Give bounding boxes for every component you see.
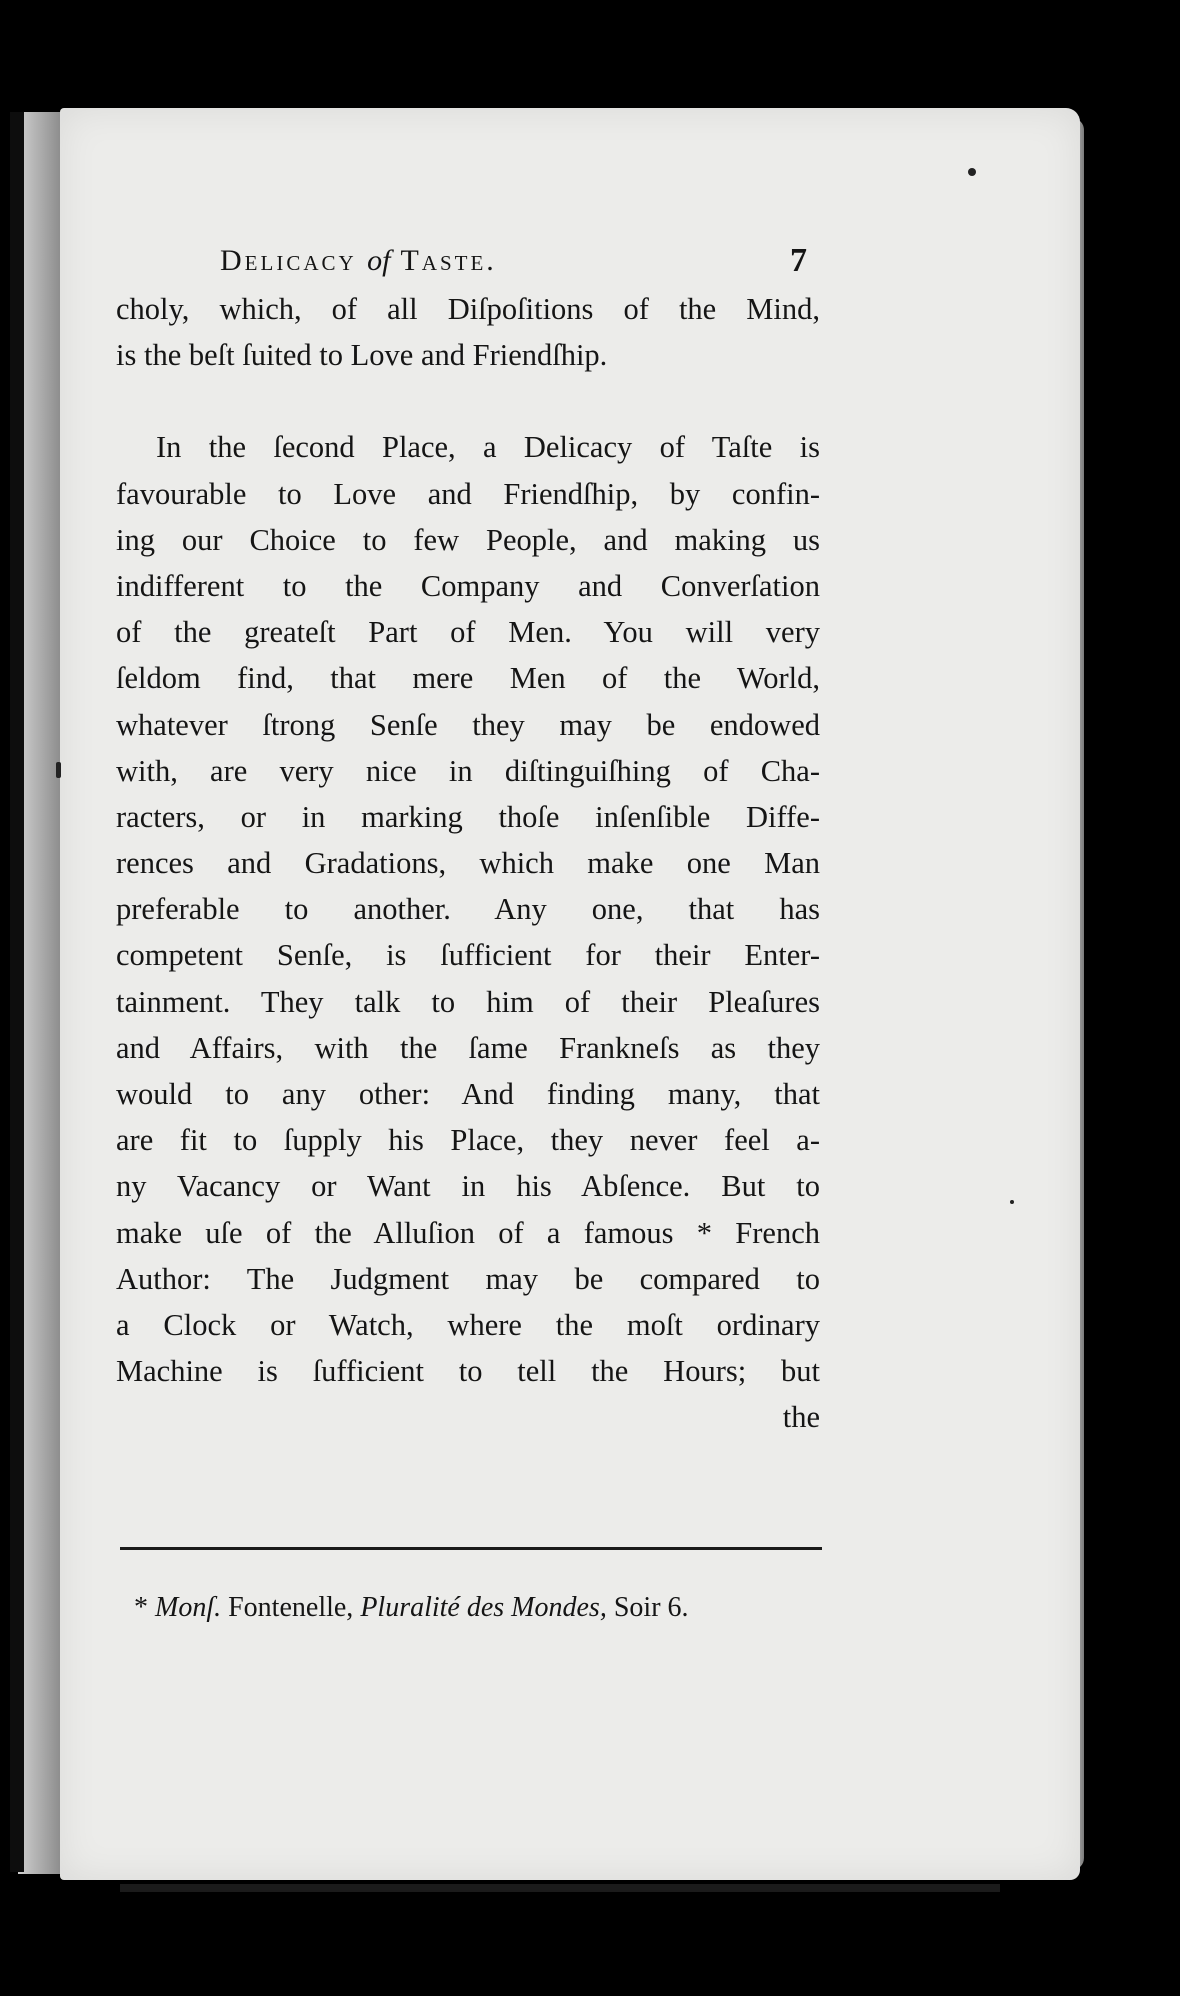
running-head-word: Taste. xyxy=(400,244,497,277)
text-line: Author: The Judgment may be compared to xyxy=(116,1261,820,1296)
text-line: and Affairs, with the ſame Frankneſs as they xyxy=(116,1030,820,1065)
text-line: with, are very nice in diſtinguiſhing of Cha- xyxy=(116,753,820,788)
text-line: rences and Gradations, which make one Man xyxy=(116,846,820,881)
text-line: whatever ſtrong Senſe they may be endowed xyxy=(116,707,820,742)
running-head-title xyxy=(220,244,497,278)
text-line: ſeldom find, that mere Men of the World, xyxy=(116,661,820,696)
scan-bottom-strip xyxy=(120,1884,1000,1892)
text-line: Machine is ſufficient to tell the Hours; but xyxy=(116,1354,820,1389)
text-line: ny Vacancy or Want in his Abſence. But to xyxy=(116,1169,820,1204)
text-line: a Clock or Watch, where the moſt ordinary xyxy=(116,1307,820,1342)
footnote-marker: * xyxy=(134,1592,148,1623)
text-line: preferable to another. Any one, that has xyxy=(116,892,820,927)
ink-speck xyxy=(56,762,61,778)
running-head xyxy=(116,240,820,286)
text-line: racters, or in marking thoſe inſenſible Diffe- xyxy=(116,799,820,834)
text-line: are fit to ſupply his Place, they never feel a- xyxy=(116,1123,820,1158)
text-line: would to any other: And finding many, that xyxy=(116,1077,820,1111)
footnote-rule xyxy=(120,1547,822,1550)
footnote-work: Pluralité des Mondes, xyxy=(360,1592,607,1623)
text-line: is the beſt ſuited to Love and Friendſhip. xyxy=(116,338,608,373)
text-line: ing our Choice to few People, and making us xyxy=(116,522,820,557)
ink-speck xyxy=(1010,1200,1014,1204)
page-number: 7 xyxy=(790,242,810,279)
paragraph-1 xyxy=(116,286,820,378)
footnote-location: Soir 6. xyxy=(613,1592,689,1623)
running-head-word: of xyxy=(367,244,391,277)
text-line: competent Senſe, is ſufficient for their Enter- xyxy=(116,938,820,973)
page-text xyxy=(116,240,820,1441)
text-line: choly, which, of all Diſpoſitions of the Mind, xyxy=(116,292,820,326)
catchword: the xyxy=(782,1400,820,1435)
book-spine-shadow xyxy=(10,112,24,1872)
text-line: make uſe of the Alluſion of a famous * French xyxy=(116,1215,820,1250)
text-line: indifferent to the Company and Converſation xyxy=(116,568,820,603)
text-line: favourable to Love and Friendſhip, by confin- xyxy=(116,476,820,511)
footnote-author: Fontenelle, xyxy=(228,1592,354,1623)
text-line: In the ſecond Place, a Delicacy of Taſte is xyxy=(156,430,820,465)
text-line: tainment. They talk to him of their Pleaſures xyxy=(116,984,820,1019)
footnote-abbrev: Monſ. xyxy=(155,1592,222,1623)
running-head-word: Delicacy xyxy=(220,244,357,277)
paragraph-2 xyxy=(116,424,820,1440)
ink-speck xyxy=(968,168,976,176)
text-line: of the greateſt Part of Men. You will very xyxy=(116,615,820,650)
footnote xyxy=(134,1592,814,1624)
